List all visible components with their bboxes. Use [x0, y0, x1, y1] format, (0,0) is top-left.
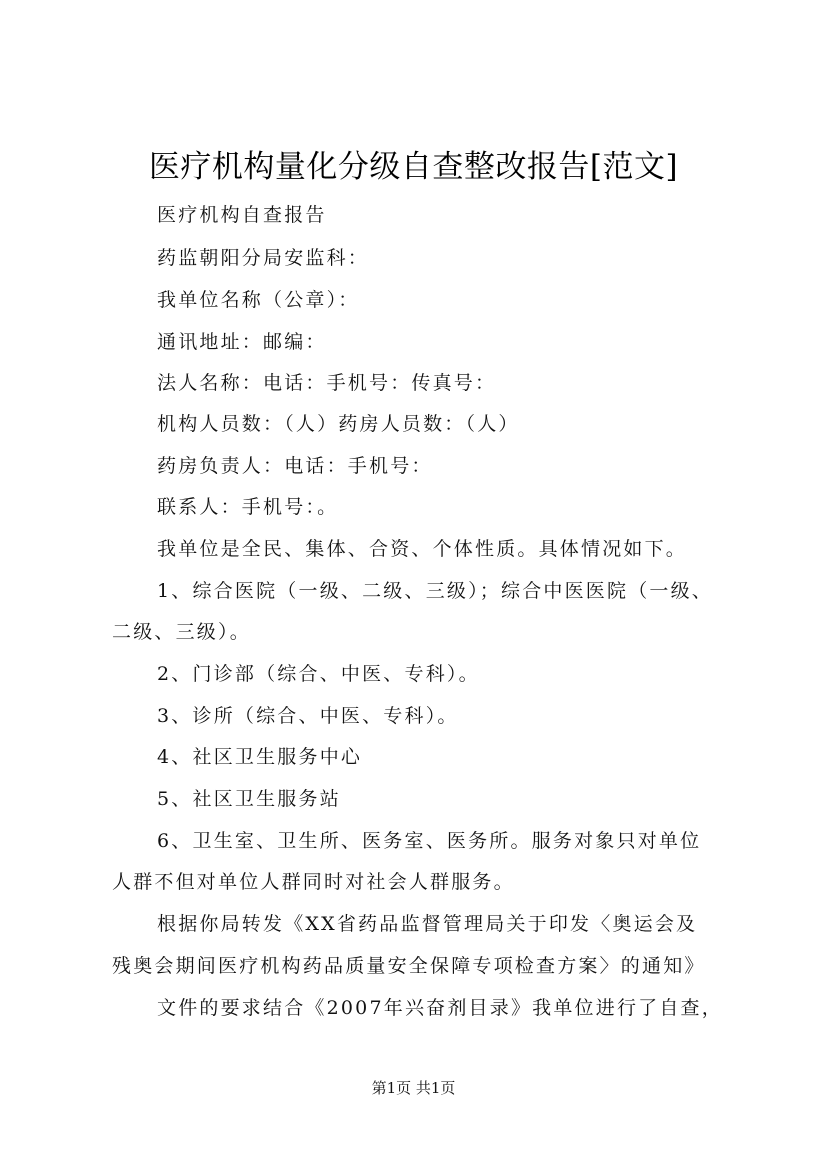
pharmacy-head-line: 药房负责人：电话：手机号：	[157, 455, 433, 477]
list-item-5: 5、社区卫生服务站	[157, 788, 341, 810]
list-item-6: 6、卫生室、卫生所、医务室、医务所。服务对象只对单位	[157, 830, 702, 852]
unit-name-line: 我单位名称（公章）：	[157, 289, 360, 311]
body-paragraph-line-1: 根据你局转发《XX省药品监督管理局关于印发〈奥运会及	[157, 913, 698, 935]
list-item-1-continued: 二级、三级）。	[112, 621, 251, 643]
legal-person-line: 法人名称：电话：手机号：传真号：	[157, 372, 497, 394]
list-item-3: 3、诊所（综合、中医、专科）。	[157, 705, 459, 727]
address-line: 通讯地址：邮编：	[157, 331, 327, 353]
contact-line: 联系人：手机号：。	[157, 496, 339, 518]
body-paragraph-line-3: 文件的要求结合《2007年兴奋剂目录》我单位进行了自查，	[157, 997, 723, 1019]
unit-nature-line: 我单位是全民、集体、合资、个体性质。具体情况如下。	[157, 538, 688, 560]
staff-count-line: 机构人员数：（人）药房人员数：（人）	[157, 413, 520, 435]
page-footer: 第1页 共1页	[371, 1079, 456, 1097]
document-title: 医疗机构量化分级自查整改报告[范文]	[148, 149, 679, 185]
addressee-line: 药监朝阳分局安监科：	[157, 247, 370, 269]
list-item-4: 4、社区卫生服务中心	[157, 746, 363, 768]
list-item-6-continued: 人群不但对单位人群同时对社会人群服务。	[112, 871, 515, 893]
list-item-2: 2、门诊部（综合、中医、专科）。	[157, 663, 480, 685]
body-paragraph-line-2: 残奥会期间医疗机构药品质量安全保障专项检查方案〉的通知》	[112, 955, 706, 977]
list-item-1: 1、综合医院（一级、二级、三级）；综合中医医院（一级、	[157, 580, 713, 602]
report-subtitle: 医疗机构自查报告	[157, 204, 327, 226]
